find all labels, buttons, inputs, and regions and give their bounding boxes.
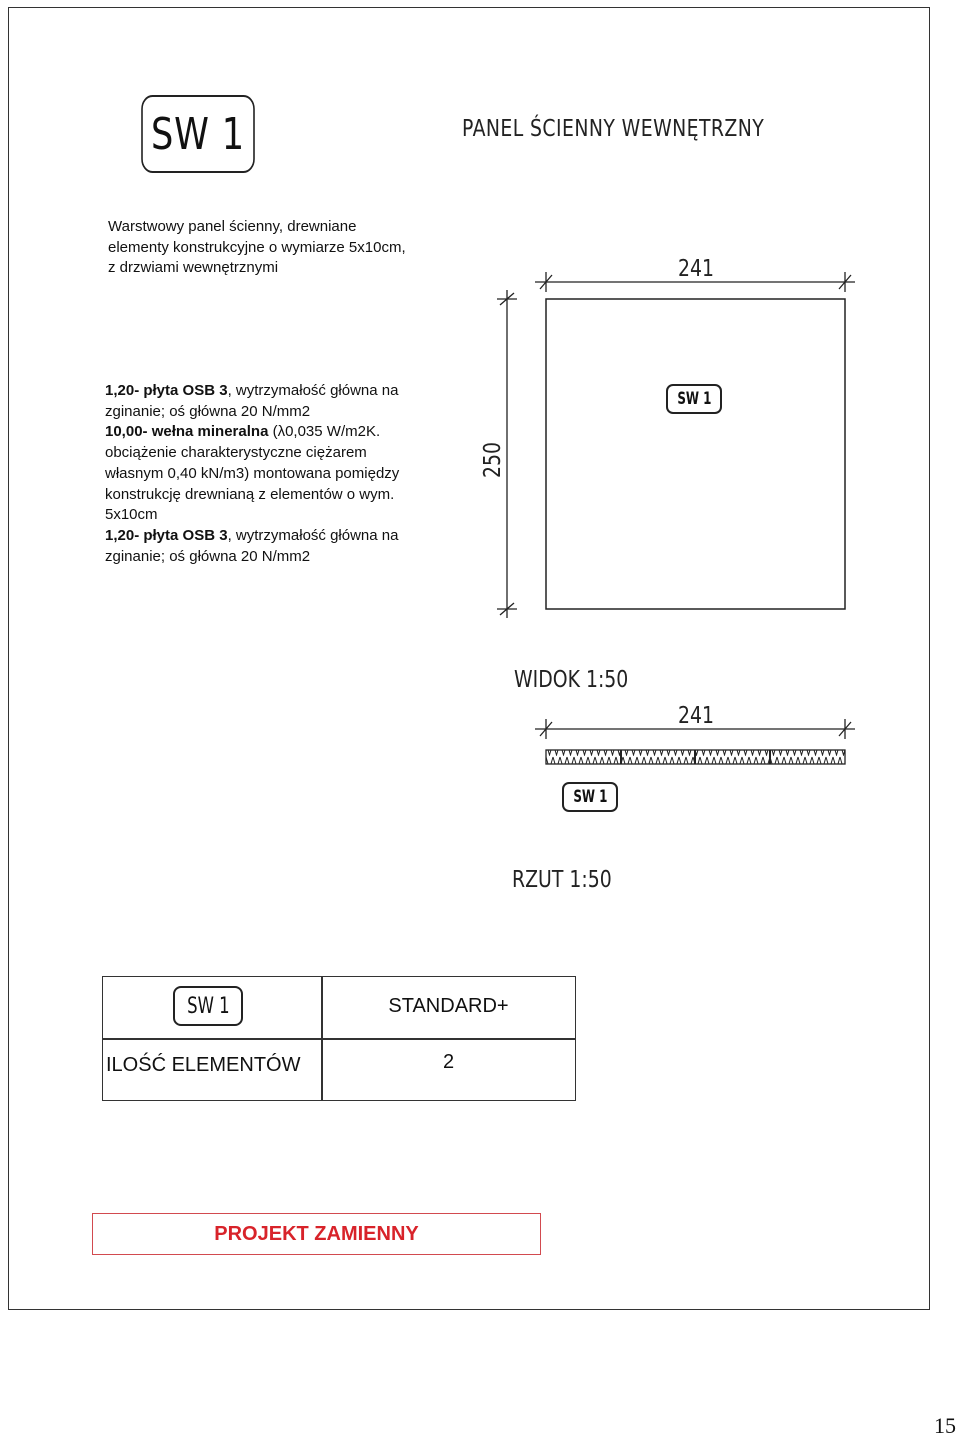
plan-caption: RZUT 1:50	[512, 867, 612, 893]
layer-line: obciążenie charakterystyczne ciężarem	[105, 444, 367, 462]
layer-line: 1,20- płyta OSB 3, wytrzymałość główna na	[105, 382, 399, 399]
layer-line: własnym 0,40 kN/m3) montowana pomiędzy	[105, 464, 400, 482]
page-number: 15	[934, 1413, 956, 1438]
page-title: PANEL ŚCIENNY WEWNĘTRZNY	[462, 116, 765, 142]
table-standard-value: STANDARD+	[388, 995, 509, 1017]
replacement-project-stamp: PROJEKT ZAMIENNY	[92, 1213, 541, 1255]
description-line: elementy konstrukcyjne o wymiarze 5x10cm,	[108, 238, 406, 256]
summary-table	[102, 976, 576, 1101]
description-line: z drzwiami wewnętrznymi	[108, 259, 279, 276]
plan-width-label: 241	[678, 703, 715, 729]
table-divider	[103, 1038, 575, 1040]
layer-line: 5x10cm	[105, 506, 158, 524]
view-caption: WIDOK 1:50	[514, 667, 629, 693]
layer-line: zginanie; oś główna 20 N/mm2	[105, 547, 311, 565]
view-width-label: 241	[678, 256, 715, 282]
element-code-text: SW 1	[151, 108, 245, 160]
table-quantity-label: ILOŚĆ ELEMENTÓW	[106, 1054, 301, 1076]
plan-wall-section	[546, 750, 845, 764]
layer-line: zginanie; oś główna 20 N/mm2	[105, 402, 311, 420]
view-height-label: 250	[480, 441, 506, 478]
layer-line: 1,20- płyta OSB 3, wytrzymałość główna na	[105, 526, 399, 544]
view-element-tag: SW 1	[666, 384, 722, 414]
table-quantity-value: 2	[442, 1051, 455, 1073]
description-line: Warstwowy panel ścienny, drewniane	[108, 218, 357, 235]
layer-line: 10,00- wełna mineralna (λ0,035 W/m2K.	[105, 423, 381, 441]
plan-element-tag: SW 1	[562, 782, 618, 812]
layer-line: konstrukcję drewnianą z elementów o wym.	[105, 485, 395, 503]
panel-view-outline	[546, 299, 845, 609]
table-element-tag: SW 1	[173, 986, 243, 1026]
